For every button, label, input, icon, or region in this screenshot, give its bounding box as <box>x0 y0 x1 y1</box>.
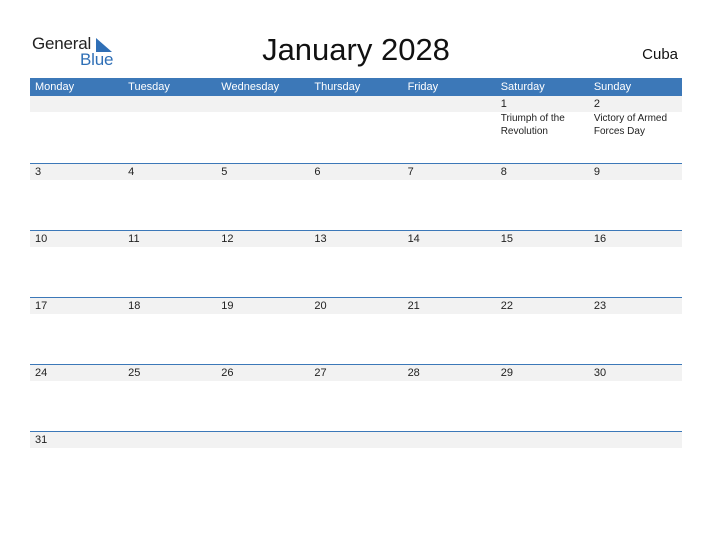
day-number: 5 <box>221 166 228 178</box>
day-cell <box>216 96 309 163</box>
day-cell <box>496 96 589 163</box>
day-number: 11 <box>128 233 140 245</box>
day-cell <box>496 432 589 498</box>
weekday-monday: Monday <box>35 81 75 93</box>
week-row <box>30 163 682 230</box>
day-number-band <box>403 96 496 112</box>
week-row <box>30 297 682 364</box>
day-number: 3 <box>35 166 42 178</box>
weekday-friday: Friday <box>407 81 439 93</box>
day-cell <box>216 164 309 230</box>
day-number: 18 <box>128 300 141 312</box>
day-number-band <box>589 432 682 448</box>
day-number: 14 <box>407 233 420 245</box>
day-cell <box>30 164 123 230</box>
day-cell <box>123 432 216 498</box>
day-number: 16 <box>593 233 607 245</box>
day-cell <box>403 231 496 297</box>
day-cell <box>30 231 123 297</box>
week-row <box>30 431 682 498</box>
day-number: 1 <box>500 98 507 110</box>
day-cell <box>403 298 496 364</box>
day-cell <box>589 365 682 431</box>
holiday-label: Victory of Armed Forces Day <box>593 113 668 137</box>
day-cell <box>589 432 682 498</box>
day-number-band <box>216 432 309 448</box>
day-number: 28 <box>407 367 420 379</box>
day-number-band <box>496 432 589 448</box>
day-number: 9 <box>593 166 600 178</box>
day-cell <box>123 231 216 297</box>
day-number: 4 <box>128 166 135 178</box>
week-row <box>30 230 682 297</box>
day-number-band <box>216 96 309 112</box>
day-cell <box>403 365 496 431</box>
day-number: 26 <box>221 367 234 379</box>
week-row <box>30 364 682 431</box>
day-cell <box>309 432 402 498</box>
day-cell <box>403 96 496 163</box>
day-cell <box>403 164 496 230</box>
calendar-grid <box>30 78 682 498</box>
day-number: 13 <box>314 233 327 245</box>
day-number: 21 <box>407 300 420 312</box>
day-cell <box>30 96 123 163</box>
day-number: 10 <box>35 233 48 245</box>
day-cell <box>216 231 309 297</box>
day-number: 6 <box>314 166 321 178</box>
day-number: 29 <box>500 367 513 379</box>
day-number: 12 <box>221 233 234 245</box>
calendar-weeks <box>30 96 682 498</box>
day-number: 23 <box>593 300 607 312</box>
day-number-band <box>309 96 402 112</box>
day-number: 27 <box>314 367 327 379</box>
day-number: 2 <box>593 98 600 110</box>
day-cell <box>589 96 682 163</box>
weekday-tuesday: Tuesday <box>128 81 170 93</box>
day-number: 7 <box>407 166 414 178</box>
day-number-band <box>309 432 402 448</box>
day-cell <box>589 298 682 364</box>
day-cell <box>496 164 589 230</box>
day-number-band <box>123 432 216 448</box>
day-number: 20 <box>314 300 327 312</box>
calendar-title: January 2028 <box>262 32 450 67</box>
day-cell <box>589 164 682 230</box>
day-number: 15 <box>500 233 513 245</box>
day-number-band <box>403 432 496 448</box>
day-cell <box>309 298 402 364</box>
day-number: 30 <box>593 367 607 379</box>
weekday-wednesday: Wednesday <box>221 81 280 93</box>
day-cell <box>30 432 123 498</box>
day-cell <box>496 231 589 297</box>
logo-text-general: General <box>32 34 92 53</box>
day-number-band <box>30 96 123 112</box>
day-cell <box>216 298 309 364</box>
day-number: 25 <box>128 367 141 379</box>
day-number-band <box>123 96 216 112</box>
day-number: 8 <box>500 166 507 178</box>
day-number: 22 <box>500 300 513 312</box>
holiday-label: Triumph of the Revolution <box>500 113 565 137</box>
day-number: 19 <box>221 300 234 312</box>
day-cell <box>123 365 216 431</box>
day-cell <box>309 164 402 230</box>
day-cell <box>216 432 309 498</box>
day-cell <box>123 96 216 163</box>
weekday-sunday: Sunday <box>593 81 632 93</box>
day-number: 24 <box>35 367 48 379</box>
day-cell <box>123 298 216 364</box>
logo-text-blue: Blue <box>80 50 114 69</box>
week-row <box>30 96 682 163</box>
day-cell <box>589 231 682 297</box>
weekday-header-row <box>30 78 682 96</box>
day-cell <box>309 365 402 431</box>
day-cell <box>30 365 123 431</box>
day-number: 17 <box>35 300 48 312</box>
weekday-thursday: Thursday <box>314 81 361 93</box>
day-cell <box>496 298 589 364</box>
day-cell <box>216 365 309 431</box>
country-label: Cuba <box>642 46 678 63</box>
day-cell <box>309 231 402 297</box>
day-number: 31 <box>35 434 48 446</box>
day-cell <box>309 96 402 163</box>
weekday-saturday: Saturday <box>500 81 545 93</box>
day-cell <box>403 432 496 498</box>
day-cell <box>123 164 216 230</box>
day-cell <box>496 365 589 431</box>
day-cell <box>30 298 123 364</box>
